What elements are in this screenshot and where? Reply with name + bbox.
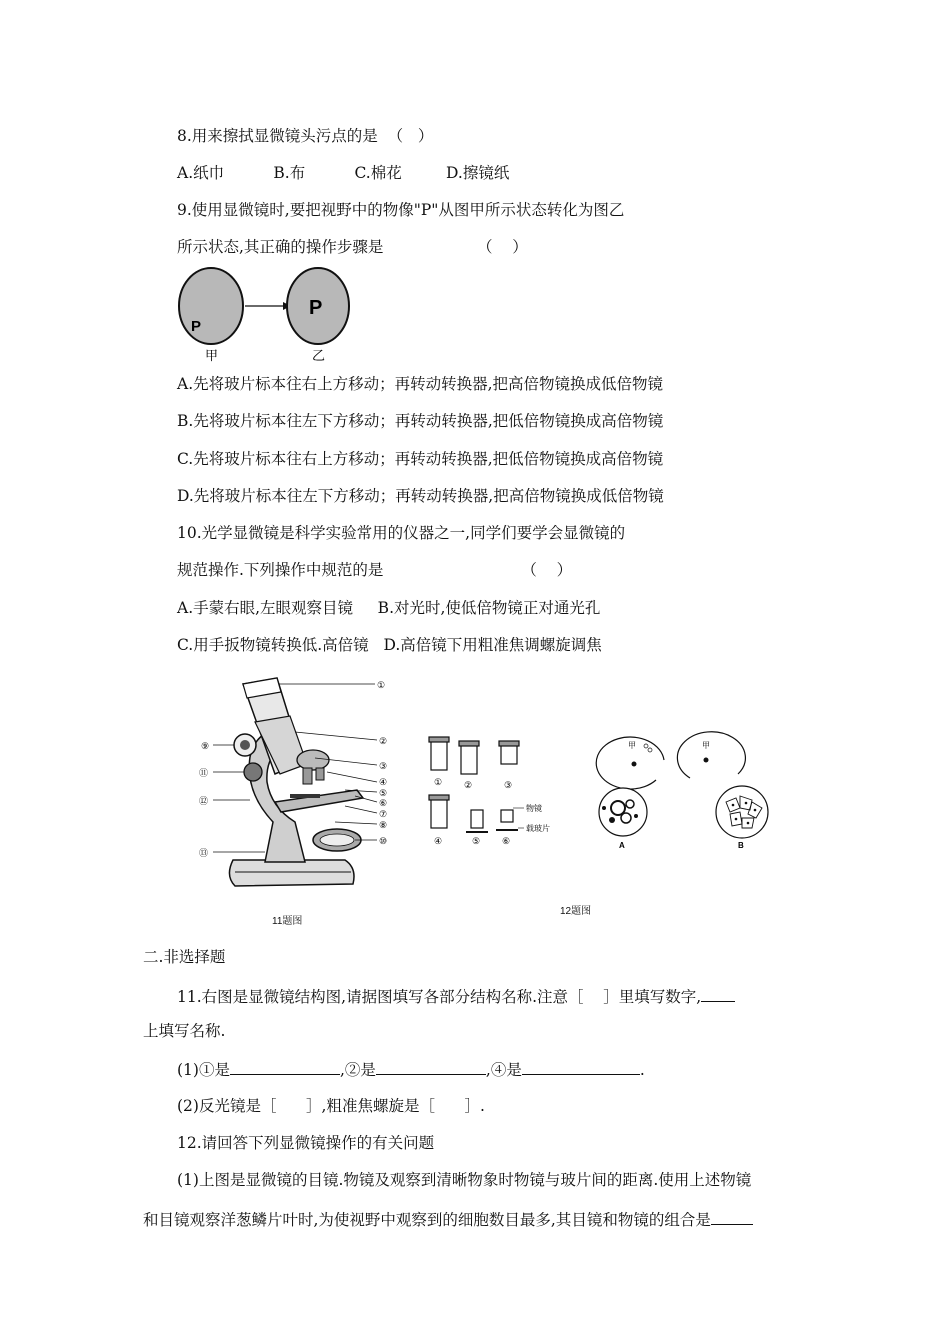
q12-stem: 12.请回答下列显微镜操作的有关问题 [177, 1134, 435, 1152]
q11-p1-b: ,②是 [339, 1061, 376, 1079]
q12-part-1a: (1)上图是显微镜的目镜.物镜及观察到清晰物象时物镜与玻片间的距离.使用上述物镜 [177, 1171, 752, 1189]
q11-part-1 [177, 1058, 645, 1080]
lens-label-3: ③ [504, 780, 513, 790]
label-12: ⑫ [199, 796, 209, 806]
view-label-b: B [738, 841, 744, 850]
q11-stem-1-text: 11.右图是显微镜结构图,请据图填写各部分结构名称.注意［ ］里填写数字, [177, 988, 702, 1006]
label-1: ① [377, 680, 386, 690]
label-2: ② [379, 736, 388, 746]
answer-blank-2[interactable] [376, 1058, 486, 1075]
label-4: ④ [379, 777, 388, 787]
q11-stem-2: 上填写名称. [143, 1022, 226, 1040]
label-5: ⑤ [379, 788, 388, 798]
q9-option-b: B.先将玻片标本往左下方移动；再转动转换器,把低倍物镜换成高倍物镜 [177, 412, 664, 430]
q12-part-1b [143, 1208, 753, 1230]
label-7: ⑦ [379, 809, 388, 819]
lens-label-4: ④ [434, 836, 443, 846]
q9-stem-2: 所示状态,其正确的操作步骤是 （ ） [177, 238, 528, 256]
label-10: ⑩ [379, 836, 388, 846]
q10-options-ab: A.手蒙右眼,左眼观察目镜 B.对光时,使低倍物镜正对通光孔 [177, 599, 601, 617]
answer-blank-4[interactable] [522, 1058, 640, 1075]
view-label-jia-1: 甲 [628, 741, 636, 750]
field-of-view-jia [179, 268, 243, 344]
label-9: ⑨ [201, 741, 210, 751]
label-13: ⑬ [199, 848, 209, 858]
q10-stem-2: 规范操作.下列操作中规范的是 （ ） [177, 561, 573, 579]
fig11-caption: 11题图 [272, 916, 303, 927]
label-yi: 乙 [312, 348, 326, 363]
q10-options-cd: C.用手扳物镜转换低.高倍镜 D.高倍镜下用粗准焦调螺旋调焦 [177, 636, 602, 654]
combination-answer-blank[interactable] [711, 1208, 753, 1225]
lens-diagram [420, 730, 560, 850]
letter-p-yi: P [309, 297, 323, 319]
objective-label: 物镜 [526, 804, 542, 813]
lens-label-1: ① [434, 777, 443, 787]
label-11: ⑪ [199, 768, 209, 778]
fields-of-view [590, 730, 780, 855]
q11-part-2: (2)反光镜是［ ］,粗准焦螺旋是［ ］. [177, 1097, 485, 1115]
fig12-caption: 12题图 [560, 906, 592, 917]
q9-figure [175, 266, 365, 366]
q11-p1-end: . [639, 1061, 645, 1079]
microscope-diagram [195, 672, 405, 900]
view-label-a: A [619, 841, 625, 850]
label-6: ⑥ [379, 798, 388, 808]
letter-p-jia: P [191, 318, 202, 335]
lens-label-6: ⑥ [502, 836, 511, 846]
q10-stem-1: 10.光学显微镜是科学实验常用的仪器之一,同学们要学会显微镜的 [177, 524, 626, 542]
answer-blank-1[interactable] [230, 1058, 340, 1075]
q11-p1-a: (1)①是 [177, 1061, 230, 1079]
q9-option-d: D.先将玻片标本往左下方移动；再转动转换器,把高倍物镜换成低倍物镜 [177, 487, 664, 505]
lens-label-5: ⑤ [472, 836, 481, 846]
lens-label-2: ② [464, 780, 473, 790]
label-8: ⑧ [379, 820, 388, 830]
label-3: ③ [379, 761, 388, 771]
q8-options: A.纸巾 B.布 C.棉花 D.擦镜纸 [177, 164, 510, 182]
section-title: 二.非选择题 [143, 948, 226, 966]
q11-p1-c: ,④是 [485, 1061, 522, 1079]
q9-option-c: C.先将玻片标本往右上方移动；再转动转换器,把低倍物镜换成高倍物镜 [177, 450, 664, 468]
q11-stem-1 [177, 985, 735, 1007]
label-jia: 甲 [205, 348, 219, 363]
q9-stem-1: 9.使用显微镜时,要把视野中的物像"P"从图甲所示状态转化为图乙 [177, 201, 625, 219]
q9-option-a: A.先将玻片标本往右上方移动；再转动转换器,把高倍物镜换成低倍物镜 [177, 375, 664, 393]
view-label-jia-2: 甲 [702, 741, 710, 750]
q12-p1b-text: 和目镜观察洋葱鳞片叶时,为使视野中观察到的细胞数目最多,其目镜和物镜的组合是 [143, 1211, 711, 1229]
slide-label: 载玻片 [526, 824, 550, 833]
q11-stem-blank[interactable] [701, 985, 735, 1002]
q8-stem: 8.用来擦拭显微镜头污点的是 （ ） [177, 127, 434, 145]
